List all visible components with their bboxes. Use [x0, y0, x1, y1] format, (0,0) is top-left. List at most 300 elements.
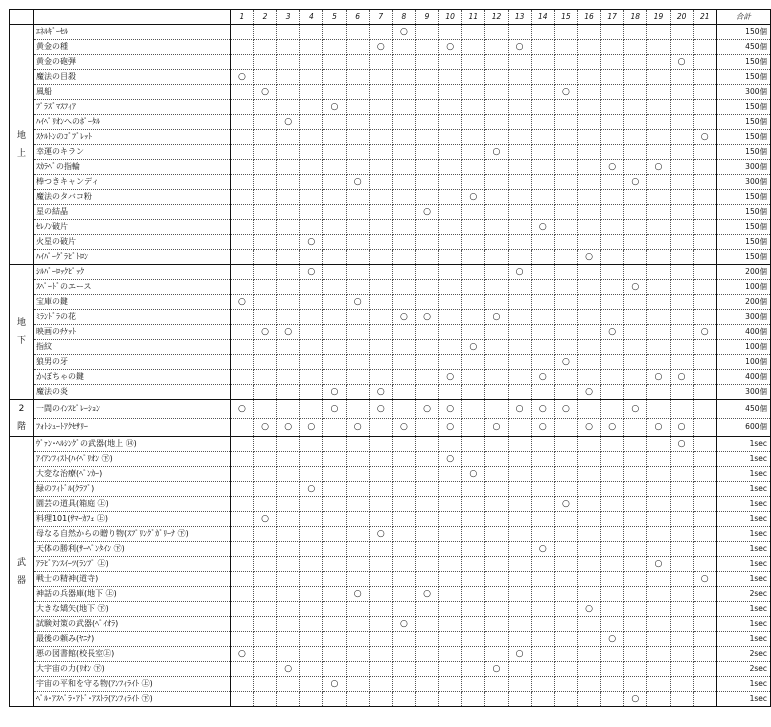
- column-header: 11: [462, 10, 485, 25]
- empty-cell: [415, 557, 438, 572]
- empty-cell: [508, 497, 531, 512]
- empty-cell: [462, 385, 485, 400]
- empty-cell: [485, 647, 508, 662]
- item-row: [10, 647, 771, 662]
- empty-cell: [693, 482, 716, 497]
- empty-cell: [485, 40, 508, 55]
- empty-cell: [508, 100, 531, 115]
- empty-cell: [577, 512, 600, 527]
- empty-cell: [554, 647, 577, 662]
- empty-cell: [693, 497, 716, 512]
- empty-cell: [415, 647, 438, 662]
- empty-cell: [508, 130, 531, 145]
- item-total: 200個: [716, 295, 770, 310]
- item-name: ｱﾗﾋﾞｱﾝｽｲｰﾂ(ﾗﾝﾌﾟ ㊤): [33, 557, 230, 572]
- empty-cell: [462, 692, 485, 707]
- empty-cell: [369, 280, 392, 295]
- empty-cell: [485, 55, 508, 70]
- empty-cell: [277, 602, 300, 617]
- item-row: [10, 280, 771, 295]
- empty-cell: [253, 692, 276, 707]
- empty-cell: [253, 295, 276, 310]
- total-header: 合計: [716, 10, 770, 25]
- empty-cell: [415, 482, 438, 497]
- empty-cell: [647, 55, 670, 70]
- item-name: 魔法の炎: [33, 385, 230, 400]
- empty-cell: [439, 467, 462, 482]
- empty-cell: [323, 145, 346, 160]
- empty-cell: [392, 437, 415, 452]
- check-mark: ○: [531, 542, 554, 557]
- empty-cell: [323, 130, 346, 145]
- item-name: 宇宙の平和を守る物(ｱﾝﾌｨﾗｲﾄ ㊤): [33, 677, 230, 692]
- empty-cell: [346, 280, 369, 295]
- item-name: ﾊｲﾊﾟｰｸﾞﾗﾋﾞﾄﾛﾝ: [33, 250, 230, 265]
- empty-cell: [277, 692, 300, 707]
- empty-cell: [647, 497, 670, 512]
- empty-cell: [253, 497, 276, 512]
- empty-cell: [577, 190, 600, 205]
- empty-cell: [624, 572, 647, 587]
- empty-cell: [531, 310, 554, 325]
- check-mark: ○: [277, 662, 300, 677]
- check-mark: ○: [462, 340, 485, 355]
- item-name: 大宇宙の力(ﾘｵﾝ ㊦): [33, 662, 230, 677]
- empty-cell: [601, 557, 624, 572]
- empty-cell: [670, 115, 693, 130]
- empty-cell: [531, 130, 554, 145]
- empty-cell: [554, 437, 577, 452]
- empty-cell: [415, 662, 438, 677]
- empty-cell: [300, 250, 323, 265]
- item-row: [10, 572, 771, 587]
- item-total: 1sec: [716, 557, 770, 572]
- empty-cell: [485, 467, 508, 482]
- column-header: 5: [323, 10, 346, 25]
- item-total: 1sec: [716, 692, 770, 707]
- empty-cell: [392, 602, 415, 617]
- empty-cell: [601, 467, 624, 482]
- check-mark: ○: [277, 325, 300, 340]
- empty-cell: [531, 235, 554, 250]
- empty-cell: [693, 647, 716, 662]
- item-total: 1sec: [716, 572, 770, 587]
- empty-cell: [369, 25, 392, 40]
- empty-cell: [485, 692, 508, 707]
- item-row: [10, 310, 771, 325]
- empty-cell: [415, 418, 438, 437]
- item-name: 黄金の種: [33, 40, 230, 55]
- empty-cell: [554, 310, 577, 325]
- empty-cell: [253, 130, 276, 145]
- empty-cell: [624, 557, 647, 572]
- empty-cell: [508, 325, 531, 340]
- empty-cell: [277, 310, 300, 325]
- empty-cell: [323, 325, 346, 340]
- empty-cell: [392, 205, 415, 220]
- empty-cell: [439, 385, 462, 400]
- empty-cell: [624, 677, 647, 692]
- empty-cell: [439, 100, 462, 115]
- empty-cell: [531, 55, 554, 70]
- empty-cell: [415, 437, 438, 452]
- item-total: 150個: [716, 145, 770, 160]
- empty-cell: [253, 370, 276, 385]
- item-row: [10, 100, 771, 115]
- check-mark: ○: [323, 400, 346, 419]
- empty-cell: [462, 25, 485, 40]
- empty-cell: [693, 370, 716, 385]
- empty-cell: [670, 265, 693, 280]
- empty-cell: [439, 145, 462, 160]
- empty-cell: [485, 130, 508, 145]
- item-total: 600個: [716, 418, 770, 437]
- empty-cell: [277, 632, 300, 647]
- empty-cell: [485, 452, 508, 467]
- empty-cell: [392, 40, 415, 55]
- item-row: [10, 235, 771, 250]
- empty-cell: [508, 482, 531, 497]
- empty-cell: [693, 25, 716, 40]
- empty-cell: [462, 130, 485, 145]
- item-row: [10, 250, 771, 265]
- empty-cell: [300, 497, 323, 512]
- item-name: 緑のﾌｨﾄﾞﾙ(ｸﾗﾌﾞ): [33, 482, 230, 497]
- item-total: 150個: [716, 235, 770, 250]
- empty-cell: [531, 175, 554, 190]
- check-mark: ○: [577, 602, 600, 617]
- empty-cell: [508, 617, 531, 632]
- empty-cell: [624, 437, 647, 452]
- empty-cell: [392, 557, 415, 572]
- item-total: 1sec: [716, 512, 770, 527]
- empty-cell: [462, 40, 485, 55]
- empty-cell: [485, 617, 508, 632]
- empty-cell: [230, 325, 253, 340]
- empty-cell: [369, 617, 392, 632]
- empty-cell: [439, 220, 462, 235]
- empty-cell: [277, 557, 300, 572]
- empty-cell: [693, 437, 716, 452]
- empty-cell: [439, 190, 462, 205]
- empty-cell: [670, 692, 693, 707]
- empty-cell: [369, 587, 392, 602]
- empty-cell: [439, 265, 462, 280]
- empty-cell: [485, 250, 508, 265]
- check-mark: ○: [531, 418, 554, 437]
- empty-cell: [230, 602, 253, 617]
- empty-cell: [392, 250, 415, 265]
- item-name: 大きな矯矢(地下 ㊦): [33, 602, 230, 617]
- empty-cell: [230, 370, 253, 385]
- empty-cell: [531, 40, 554, 55]
- empty-cell: [323, 482, 346, 497]
- empty-cell: [415, 70, 438, 85]
- empty-cell: [230, 512, 253, 527]
- empty-cell: [323, 418, 346, 437]
- item-row: [10, 617, 771, 632]
- empty-cell: [346, 512, 369, 527]
- empty-cell: [439, 160, 462, 175]
- empty-cell: [253, 385, 276, 400]
- item-name: 試験対策の武器(ﾍﾟｲｵﾗ): [33, 617, 230, 632]
- empty-cell: [346, 130, 369, 145]
- column-header: 2: [253, 10, 276, 25]
- checklist-body: [10, 10, 771, 707]
- empty-cell: [554, 617, 577, 632]
- empty-cell: [369, 250, 392, 265]
- empty-cell: [601, 452, 624, 467]
- empty-cell: [369, 355, 392, 370]
- empty-cell: [346, 400, 369, 419]
- empty-cell: [300, 280, 323, 295]
- empty-cell: [531, 295, 554, 310]
- empty-cell: [346, 662, 369, 677]
- item-name: ﾌﾟﾗｽﾞﾏｽﾌｨｱ: [33, 100, 230, 115]
- empty-cell: [346, 497, 369, 512]
- empty-cell: [531, 617, 554, 632]
- item-row: [10, 437, 771, 452]
- empty-cell: [670, 617, 693, 632]
- empty-cell: [485, 572, 508, 587]
- empty-cell: [253, 587, 276, 602]
- empty-cell: [624, 340, 647, 355]
- empty-cell: [462, 557, 485, 572]
- empty-cell: [647, 482, 670, 497]
- empty-cell: [508, 160, 531, 175]
- empty-cell: [300, 692, 323, 707]
- empty-cell: [577, 220, 600, 235]
- empty-cell: [647, 85, 670, 100]
- empty-cell: [346, 677, 369, 692]
- empty-cell: [346, 40, 369, 55]
- column-header: 17: [601, 10, 624, 25]
- empty-cell: [369, 542, 392, 557]
- empty-cell: [554, 467, 577, 482]
- empty-cell: [230, 280, 253, 295]
- empty-cell: [369, 115, 392, 130]
- empty-cell: [300, 602, 323, 617]
- empty-cell: [323, 70, 346, 85]
- empty-cell: [670, 325, 693, 340]
- empty-cell: [670, 497, 693, 512]
- check-mark: ○: [670, 437, 693, 452]
- empty-cell: [485, 220, 508, 235]
- empty-cell: [577, 310, 600, 325]
- empty-cell: [300, 677, 323, 692]
- item-name: ﾌｫﾄｼｭｰﾄｱｸｾｻﾘｰ: [33, 418, 230, 437]
- empty-cell: [554, 632, 577, 647]
- column-header: 9: [415, 10, 438, 25]
- item-total: 1sec: [716, 632, 770, 647]
- empty-cell: [577, 25, 600, 40]
- empty-cell: [439, 497, 462, 512]
- empty-cell: [253, 265, 276, 280]
- empty-cell: [531, 340, 554, 355]
- empty-cell: [369, 85, 392, 100]
- empty-cell: [346, 617, 369, 632]
- empty-cell: [230, 497, 253, 512]
- empty-cell: [601, 190, 624, 205]
- check-mark: ○: [439, 452, 462, 467]
- empty-cell: [253, 145, 276, 160]
- empty-cell: [392, 160, 415, 175]
- item-name: 神話の兵器庫(地下 ㊤): [33, 587, 230, 602]
- empty-cell: [647, 220, 670, 235]
- empty-cell: [300, 190, 323, 205]
- empty-cell: [277, 220, 300, 235]
- empty-cell: [439, 482, 462, 497]
- empty-cell: [277, 145, 300, 160]
- empty-cell: [253, 542, 276, 557]
- empty-cell: [624, 25, 647, 40]
- column-header: 20: [670, 10, 693, 25]
- empty-cell: [624, 355, 647, 370]
- empty-cell: [346, 145, 369, 160]
- empty-cell: [601, 40, 624, 55]
- empty-cell: [647, 25, 670, 40]
- empty-cell: [415, 115, 438, 130]
- item-total: 1sec: [716, 497, 770, 512]
- empty-cell: [300, 205, 323, 220]
- empty-cell: [601, 677, 624, 692]
- empty-cell: [647, 235, 670, 250]
- empty-cell: [647, 677, 670, 692]
- empty-cell: [439, 602, 462, 617]
- empty-cell: [601, 602, 624, 617]
- empty-cell: [670, 340, 693, 355]
- empty-cell: [346, 250, 369, 265]
- empty-cell: [624, 632, 647, 647]
- empty-cell: [346, 160, 369, 175]
- section-label-char: 器: [16, 575, 26, 586]
- empty-cell: [601, 100, 624, 115]
- empty-cell: [485, 632, 508, 647]
- empty-cell: [253, 400, 276, 419]
- empty-cell: [415, 452, 438, 467]
- empty-cell: [624, 310, 647, 325]
- empty-cell: [369, 557, 392, 572]
- column-header: 13: [508, 10, 531, 25]
- empty-cell: [230, 385, 253, 400]
- empty-cell: [508, 55, 531, 70]
- empty-cell: [369, 295, 392, 310]
- empty-cell: [462, 662, 485, 677]
- empty-cell: [439, 85, 462, 100]
- column-header: 1: [230, 10, 253, 25]
- empty-cell: [439, 325, 462, 340]
- empty-cell: [300, 557, 323, 572]
- empty-cell: [601, 512, 624, 527]
- empty-cell: [230, 205, 253, 220]
- check-mark: ○: [554, 497, 577, 512]
- item-total: 150個: [716, 25, 770, 40]
- empty-cell: [670, 467, 693, 482]
- empty-cell: [277, 647, 300, 662]
- empty-cell: [462, 280, 485, 295]
- item-total: 400個: [716, 325, 770, 340]
- empty-cell: [392, 452, 415, 467]
- empty-cell: [230, 85, 253, 100]
- empty-cell: [647, 205, 670, 220]
- item-row: [10, 340, 771, 355]
- empty-cell: [647, 400, 670, 419]
- empty-cell: [601, 70, 624, 85]
- empty-cell: [693, 145, 716, 160]
- check-mark: ○: [253, 418, 276, 437]
- empty-cell: [253, 557, 276, 572]
- empty-cell: [693, 467, 716, 482]
- empty-cell: [531, 437, 554, 452]
- item-total: 200個: [716, 265, 770, 280]
- empty-cell: [601, 400, 624, 419]
- section-label-char: 階: [16, 422, 26, 432]
- empty-cell: [415, 40, 438, 55]
- empty-cell: [670, 632, 693, 647]
- empty-cell: [300, 662, 323, 677]
- empty-cell: [230, 55, 253, 70]
- empty-cell: [415, 55, 438, 70]
- empty-cell: [346, 115, 369, 130]
- item-row: [10, 40, 771, 55]
- empty-cell: [253, 160, 276, 175]
- empty-cell: [624, 220, 647, 235]
- empty-cell: [508, 205, 531, 220]
- empty-cell: [346, 325, 369, 340]
- item-name: 天体の勝利(ｻｰﾍﾟﾝﾀｲﾝ ㊦): [33, 542, 230, 557]
- empty-cell: [554, 602, 577, 617]
- column-header: 12: [485, 10, 508, 25]
- empty-cell: [670, 572, 693, 587]
- empty-cell: [415, 175, 438, 190]
- item-total: 300個: [716, 160, 770, 175]
- item-total: 1sec: [716, 452, 770, 467]
- empty-cell: [392, 497, 415, 512]
- empty-cell: [601, 250, 624, 265]
- empty-cell: [300, 70, 323, 85]
- check-mark: ○: [415, 400, 438, 419]
- check-mark: ○: [392, 25, 415, 40]
- empty-cell: [439, 205, 462, 220]
- empty-cell: [647, 310, 670, 325]
- item-total: 1sec: [716, 482, 770, 497]
- empty-cell: [439, 437, 462, 452]
- empty-cell: [369, 482, 392, 497]
- empty-cell: [670, 295, 693, 310]
- empty-cell: [300, 527, 323, 542]
- empty-cell: [624, 602, 647, 617]
- empty-cell: [508, 220, 531, 235]
- empty-cell: [300, 370, 323, 385]
- empty-cell: [323, 467, 346, 482]
- empty-cell: [531, 355, 554, 370]
- empty-cell: [277, 385, 300, 400]
- empty-cell: [601, 692, 624, 707]
- empty-cell: [277, 340, 300, 355]
- empty-cell: [346, 265, 369, 280]
- empty-cell: [369, 190, 392, 205]
- empty-cell: [601, 145, 624, 160]
- empty-cell: [554, 190, 577, 205]
- item-name: ﾊｲﾍﾟﾘｵﾝへのﾎﾟｰﾀﾙ: [33, 115, 230, 130]
- item-row: [10, 632, 771, 647]
- item-total: 2sec: [716, 662, 770, 677]
- empty-cell: [253, 70, 276, 85]
- column-header: 19: [647, 10, 670, 25]
- empty-cell: [462, 355, 485, 370]
- empty-cell: [577, 205, 600, 220]
- empty-cell: [253, 220, 276, 235]
